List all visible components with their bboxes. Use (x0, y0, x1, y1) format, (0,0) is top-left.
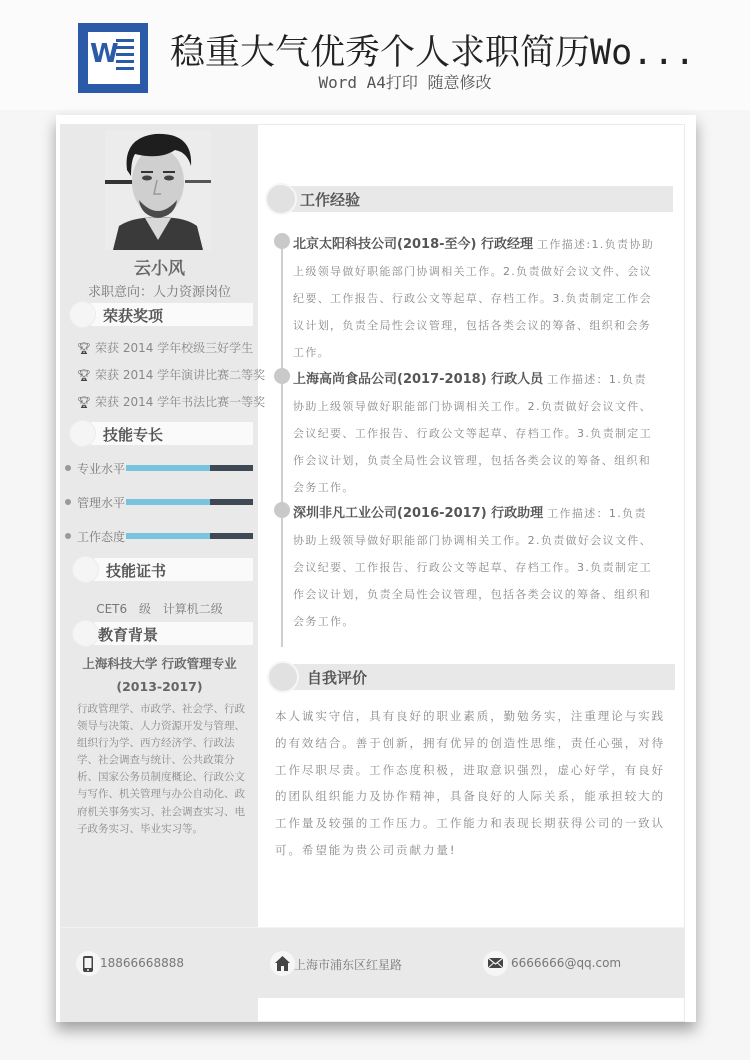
skill-bar (126, 533, 253, 539)
skill-row (65, 495, 255, 509)
section-header-circle (72, 620, 99, 647)
award-item (77, 339, 253, 356)
section-header-self-eval (267, 661, 675, 693)
work-item (274, 500, 658, 635)
trophy-icon: 🏆︎ (77, 342, 91, 355)
work-item (274, 366, 658, 501)
work-description: 工作描述：1.负责协助上级领导做好职能部门协调相关工作。2.负责做好会议文件、会议纪要、工作报告、行政公文等起草、存档工作。3.负责制定工作会议计划，负责全局性会议管理，包括各类会议的筹备、组织和会务工作。 (293, 373, 652, 494)
word-icon-lines (116, 39, 134, 74)
section-header-certificates (72, 558, 253, 582)
bullet-dot-icon (65, 533, 71, 539)
candidate-name: 云小风 (134, 259, 185, 279)
section-title: 技能专长 (103, 426, 164, 444)
skill-row (65, 529, 255, 543)
document-title: 稳重大气优秀个人求职简历Wo... (170, 33, 696, 73)
home-icon (270, 951, 295, 976)
address-text: 上海市浦东区红星路 (294, 958, 403, 972)
section-header-work (265, 183, 673, 215)
award-item (77, 393, 265, 410)
section-header-circle (267, 661, 299, 693)
section-title: 工作经验 (300, 191, 361, 209)
work-description: 工作描述:1.负责协助上级领导做好职能部门协调相关工作。2.负责做好会议文件、会议纪要、工作报告、行政公文等起草、存档工作。3.负责制定工作会议计划，负责全局性会议管理，包括各类会议的筹备、组织和会务工作。 (293, 238, 655, 359)
section-title: 自我评价 (307, 669, 368, 687)
trophy-icon: 🏆︎ (77, 396, 91, 409)
skill-bar-fill (126, 533, 210, 539)
skill-bar (126, 499, 253, 505)
section-title: 技能证书 (106, 562, 167, 580)
avatar-photo (105, 130, 211, 250)
email-address: 6666666@qq.com (511, 956, 622, 970)
section-header-circle (69, 420, 96, 447)
phone-icon (76, 951, 101, 976)
award-text: 荣获 2014 学年校级三好学生 (95, 341, 254, 355)
timeline-node-icon (274, 233, 290, 249)
work-title: 深圳非凡工业公司(2016-2017) 行政助理 (293, 506, 544, 521)
job-intent: 求职意向：人力资源岗位 (87, 285, 231, 300)
section-header-skills (69, 422, 253, 446)
word-icon-letter: W (90, 39, 119, 69)
skill-label: 专业水平 (77, 462, 126, 476)
skill-row (65, 461, 255, 475)
work-item (274, 231, 658, 366)
skill-bar (126, 465, 253, 471)
section-header-circle (69, 301, 96, 328)
award-item (77, 366, 265, 383)
trophy-icon: 🏆︎ (77, 369, 91, 382)
section-header-circle (72, 556, 99, 583)
education-courses: 行政管理学、市政学、社会学、行政领导与决策、人力资源开发与管理、组织行为学、西方经济学、行政法学、社会调查与统计、公共政策分析、国家公务员制度概论、行政公文与写作、机关管理与办公自动化、政府机关事务实习、社会调查实习、电子政务实习、毕业实习等。 (77, 703, 245, 835)
bullet-dot-icon (65, 465, 71, 471)
skill-label: 管理水平 (77, 496, 126, 510)
bullet-dot-icon (65, 499, 71, 505)
skill-label: 工作态度 (77, 530, 126, 544)
phone-number: 18866668888 (100, 956, 184, 970)
section-header-education (72, 622, 253, 646)
section-title: 教育背景 (98, 626, 159, 644)
skill-bar-fill (126, 499, 210, 505)
education-years: (2013-2017) (116, 679, 203, 694)
award-text: 荣获 2014 学年演讲比赛二等奖 (95, 368, 266, 382)
education-school: 上海科技大学 行政管理专业 (82, 656, 237, 671)
certificates-text: CET6 级 计算机二级 (96, 602, 223, 616)
timeline-node-icon (274, 502, 290, 518)
work-title: 北京太阳科技公司(2018-至今) 行政经理 (293, 237, 533, 252)
sidebar-bottom (61, 998, 258, 1022)
skill-bar-fill (126, 465, 210, 471)
document-subtitle: Word A4打印 随意修改 (318, 73, 492, 92)
award-text: 荣获 2014 学年书法比赛一等奖 (95, 395, 266, 409)
section-header-circle (265, 183, 297, 215)
work-title: 上海高尚食品公司(2017-2018) 行政人员 (293, 372, 544, 387)
section-title: 荣获奖项 (103, 307, 164, 325)
self-evaluation-text: 本人诚实守信，具有良好的职业素质，勤勉务实，注重理论与实践的有效结合。善于创新，拥有优异的创造性思维，责任心强，对待工作尽职尽责。工作态度积极，进取意识强烈，虚心好学，有良好的团队组织能力及协作精神，具备良好的人际关系，能承担较大的工作量及较强的工作压力。工作能力和表现长期获得公司的一致认可。希望能为贵公司贡献力量! (275, 709, 666, 857)
work-description: 工作描述：1.负责协助上级领导做好职能部门协调相关工作。2.负责做好会议文件、会议纪要、工作报告、行政公文等起草、存档工作。3.负责制定工作会议计划，负责全局性会议管理，包括各类会议的筹备、组织和会务工作。 (293, 507, 652, 628)
timeline-node-icon (274, 368, 290, 384)
mail-icon (483, 951, 508, 976)
section-header-awards (69, 303, 253, 327)
